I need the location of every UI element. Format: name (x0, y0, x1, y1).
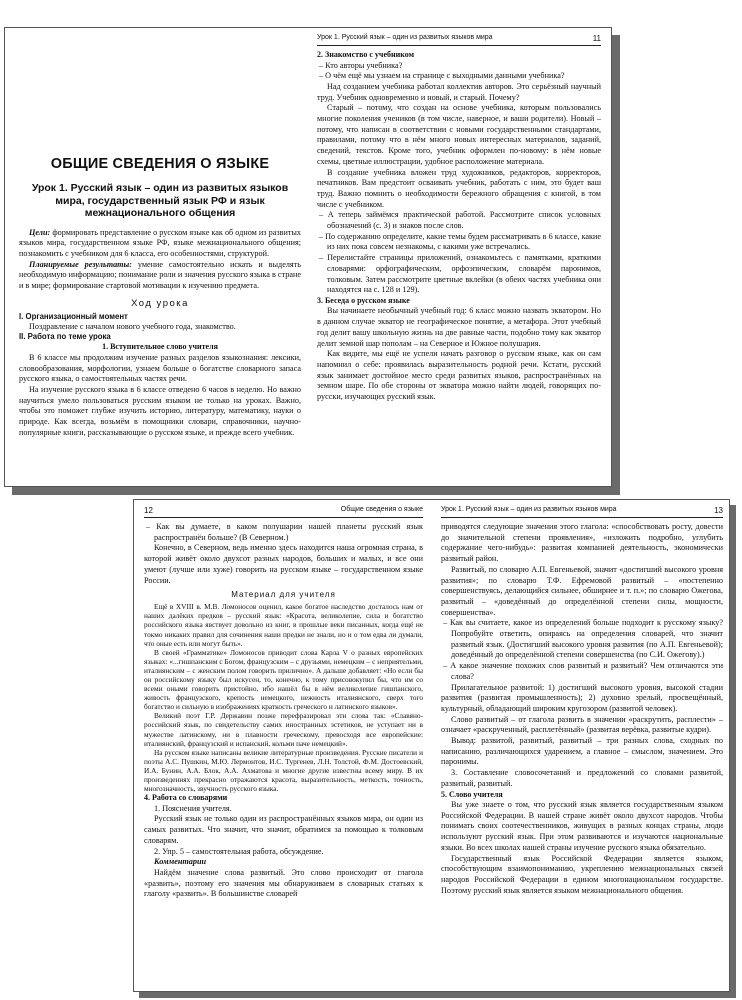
question: – А какое значение похожих слов развитый и развитый? Чем отличаются эти слова? (443, 661, 723, 681)
spread-bottom (133, 499, 730, 992)
teacher-material (144, 602, 423, 793)
paragraph: Государственный язык Российской Федерации является языком, способствующим взаимопониманию, укреплению межнациональных связей народов Российской Федерации в едином многонациональном государстве. Поэтому русский язык является языком межнационального общения. (441, 853, 723, 895)
step: 2. Упр. 5 – самостоятельная работа, обсуждение. (154, 846, 324, 856)
paragraph: Как видите, мы ещё не успели начать разговор о русском языке, как он сам напомнил о себе: проявилась выразительность родной речи. Кстати, русский язык занимает достойное место среди развитых языков, распространённых на земном шаре. По обе стороны от экватора можно найти людей, говорящих по-русски, изучающих русский язык. (317, 349, 601, 402)
task: – А теперь займёмся практической работой. Рассмотрите список условных обозначений (с. 3) и знаков после слов. (319, 210, 601, 231)
paragraph: Ещё в XVIII в. М.В. Ломоносов оценил, какое богатое наследство досталось нам от наших далёких предков – русский язык: «Красота, великолепие, сила и богатство российского языка явствует довольно из книг, в прошлые веки писанных, когда ещё не токмо никаких правил для сочинения наши предки не знали, но и о том едва ли думали, что оные есть или могут быть». (144, 602, 423, 648)
step: 1. Пояснения учителя. (154, 803, 232, 813)
comments-label: Комментарии (154, 857, 207, 867)
page-12 (134, 500, 431, 991)
page-11 (309, 28, 612, 486)
paragraph: В 6 классе мы продолжим изучение разных разделов языкознания: лексики, словообразования, морфологии, узнаем больше о богатстве словарного запаса русского языка, о самостоятельных частях речи. (19, 352, 301, 384)
paragraph: Слово развитый – от глагола развить в значении «раскрутить, расплести» – означает «раскрученный, расплетённый» (развитая верёвка, развитые кудри). (441, 714, 723, 735)
running-header: 12 Общие сведения о языке (144, 506, 423, 518)
question: – Как вы думаете, в каком полушарии нашей планеты русский язык распространён больше? (В Северном.) (146, 522, 423, 542)
page-number: 11 (592, 34, 601, 43)
running-header: Урок 1. Русский язык – один из развитых языков мира 11 (317, 34, 601, 46)
paragraph: В создание учебника вложен труд художников, редакторов, корректоров, печатников. Вам предстоит осваивать учебник, работать с ним, это будет ваш труд. Важно помнить о необходимости бережного обращения с книгой, в том числе с учебником. (317, 167, 601, 209)
page-10 (5, 28, 309, 486)
material-heading: Материал для учителя (231, 590, 336, 600)
page-13 (431, 500, 730, 991)
goals: Цели: формировать представление о русском языке как об одном из развитых языков мира, государственном языке РФ, языке межнационального общения; познакомить с учебником для 6 класса, его особенностями, структурой. (19, 227, 301, 258)
org-text: Поздравление с началом нового учебного года, знакомство. (29, 321, 236, 331)
paragraph: В своей «Грамматике» Ломоносов приводит слова Карла V о разных европейских языках: «...гишпанским с Богом, французским – с друзьями, немецким – с неприятельми, италиянским – с женским полом говорить прилично». А дальше добавляет: «Но если бы он российскому языку был искусен, то, конечно, к тому присовокупил бы, что им со всеми оными говорить пристойно, ибо нашёл бы в нём великолепие гишпанского, живость французского, крепость немецкого, нежность италиянского, сверх того богатство и сильную в изображениях краткость греческого и латинского языков». (144, 647, 423, 712)
paragraph: 3. Составление словосочетаний и предложений со словами развитой, развитый, развитый. (441, 768, 723, 788)
paragraph: Найдём значение слова развитый. Это слово происходит от глагола «развить», поэтому его значения мы обнаруживаем в словарных статьях к глаголу «развить». В большинстве словарей (144, 867, 423, 899)
section-heading: 2. Знакомство с учебником (317, 50, 415, 59)
task: – По содержанию определите, какие темы будем рассматривать в 6 классе, какие из них пока совсем незнакомы, с какими уже встречались. (319, 231, 601, 252)
topic-heading: II. Работа по теме урока (19, 332, 111, 342)
question: – Кто авторы учебника? (319, 60, 403, 70)
paragraph: На изучение русского языка в 6 классе отведено 6 часов в неделю. Но важно научиться умело пользоваться русским языком не только на уроках. Важно, чтобы это поможет глубже изучить историю, литературу, математику, науки о природе. Как всегда, возьмём в помощники словари, справочники, научно-популярные книги, рассказывающие о русском языке, и прежде всего учебник. (19, 385, 301, 437)
chapter-title: ОБЩИЕ СВЕДЕНИЯ О ЯЗЫКЕ (50, 156, 270, 172)
paragraph: Над созданием учебника работал коллектив авторов. Это серьёзный научный труд. Учебник одновременно и новый, и старый. Почему? (317, 81, 601, 102)
paragraph: Вы уже знаете о том, что русский язык является государственным языком Российской Федерации. В нашей стране живёт около двухсот народов. Чтобы понимать своих соотечественников, живущих в разных концах страны, люди используют русский язык. При этом развиваются и изучаются национальные языки. Во всех школах нашей страны изучение русского языка обязательно. (441, 800, 723, 852)
paragraph: Прилагательное развитой: 1) достигший высокого уровня, высокой стадии развития (развитая промышленность); 2) духовно зрелый, просвещённый, культурный, обладающий широким кругозором (развитой человек). (441, 682, 723, 713)
task: – Перелистайте страницы приложений, ознакомьтесь с памятками, краткими словарями: орфографическим, орфоэпическим, словарём паронимов, толковым. Затем рассмотрите цветные вклейки (в обеих частях учебника они находятся на с. 128 и 129). (319, 253, 601, 295)
question: – О чём ещё мы узнаем на странице с выходными данными учебника? (319, 71, 565, 81)
planned-results: Планируемые результаты: умение самостоятельно искать и выделять необходимую информацию; понимание роли и значения русского языка в стране и в мире; формирование стартовой мотивации к изучению предмета. (19, 259, 301, 291)
teacher-heading: 5. Слово учителя (441, 789, 503, 799)
paragraph: На русском языке написаны великие литературные произведения. Русские писатели и поэты А.С. Пушкин, М.Ю. Лермонтов, И.С. Тургенев, Л.Н. Толстой, Ф.М. Достоевский, И.А. Бунин, А.А. Блок, А.А. Ахматова и многие другие известны всему миру. В их произведениях прекрасно отражаются красота, выразительность, меткость, точность, многозначность, звучность русского языка. (144, 747, 423, 794)
paragraph: Развитый, по словарю А.П. Евгеньевой, значит «достигший высокого уровня развития»; по словарю Т.Ф. Ефремовой развитый – «постепенно совершенствуясь, делающийся сильнее, обширнее и т. п.»; по словарю Ожегова, развитый – «доведённый до определённой степени силы, мощности, совершенства». (441, 564, 723, 617)
paragraph: Вы начинаете необычный учебный год: 6 класс можно назвать экватором. Но в данном случае экватор не географическое понятие, а метафора. Этот учебный год делит вашу школьную жизнь на две равные части, подобно тому как экватор делит земной шар пополам – на Северное и Южное полушария. (317, 306, 601, 348)
page-number: 12 (144, 506, 153, 515)
paragraph: Русский язык не только один из распространённых языков мира, он один из самых развитых. Что значит, что значит, обратимся за помощью к толковым словарям. (144, 814, 423, 845)
org-heading: I. Организационный момент (19, 311, 128, 321)
progress-heading: Ход урока (131, 297, 189, 309)
page-number: 13 (714, 506, 723, 515)
lesson-title: Урок 1. Русский язык – один из развитых языков мира, государственный язык РФ и язык межнационального общения (31, 182, 289, 219)
paragraph: приводятся следующие значения этого глагола: «способствовать росту, довести до значительной степени проявления», «изложить подробно, углубить содержание чего-нибудь»: развитая компанией деятельность, экономически развитый район. (441, 522, 723, 564)
paragraph: Вывод: развитой, развитый, развитый – три разных слова, сходных по написанию, различающихся ударением, а главное – смыслом, значением. Это паронимы. (441, 736, 723, 767)
dict-heading: 4. Работа со словарями (144, 793, 228, 803)
paragraph: Великий поэт Г.Р. Державин позже перефразировал эти слова так: «Славяно-российский язык, по свидетельству самих иностранных эстетиков, не уступает ни в мужестве латинскому, ни в плавности греческому, превосходя все европейские: италиянский, французский и испанский, кольми паче немецкий». (144, 711, 423, 748)
conversation-heading: 3. Беседа о русском языке (317, 295, 410, 305)
paragraph: Конечно, в Северном, ведь именно здесь находится наша огромная страна, в которой живёт около двухсот разных народов, больших и малых, и все они умеют (лучше или хуже) говорить на русском языке – государственном языке России. (144, 543, 423, 585)
question: – Как вы считаете, какое из определений больше подходит к русскому языку? Попробуйте ответить, опираясь на определения словарей, что значит развитый язык. (Достигший высокого уровня развития (по А.П. Евгеньевой); доведённый до определённой степени совершенства (по С.И. Ожегову).) (443, 618, 723, 660)
intro-heading: 1. Вступительное слово учителя (102, 342, 218, 352)
spread-top (4, 27, 612, 487)
paragraph: Старый – потому, что создан на основе учебника, которым пользовались многие поколения учеников (в том числе, наверное, и ваши родители). Новый – потому, что написан в соответствии с новыми государственными стандартами, правилами, потому что в нём много новых интересных материалов, заданий, сведений, текстов. Кроме того, учебник оформлен по-новому: в нём новые схемы, цветные иллюстрации, удобное расположение материала. (317, 103, 601, 166)
running-header: Урок 1. Русский язык – один из развитых языков мира 13 (441, 506, 723, 518)
